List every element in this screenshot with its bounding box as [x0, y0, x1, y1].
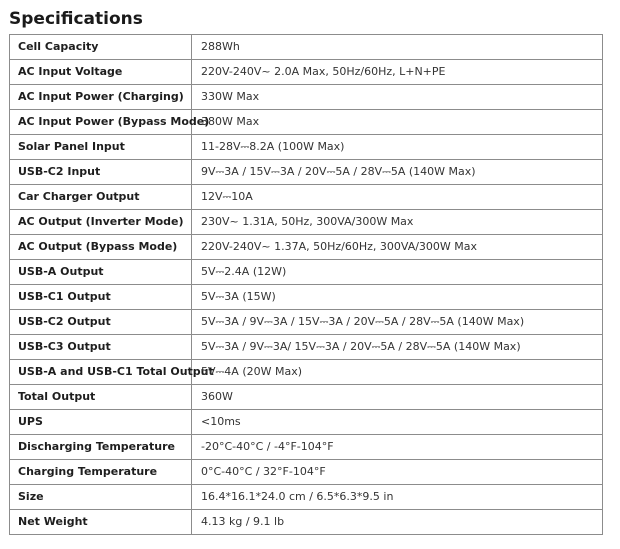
spec-label: USB-C2 Output — [10, 310, 192, 335]
table-row — [10, 285, 603, 310]
spec-value: 5V⎓3A / 9V⎓3A / 15V⎓3A / 20V⎓5A / 28V⎓5A (140W Max) — [192, 310, 603, 335]
table-row — [10, 460, 603, 485]
spec-label: AC Output (Bypass Mode) — [10, 235, 192, 260]
table-row — [10, 485, 603, 510]
spec-value: 5V⎓2.4A (12W) — [192, 260, 603, 285]
spec-label: Net Weight — [10, 510, 192, 535]
spec-label: UPS — [10, 410, 192, 435]
table-row — [10, 85, 603, 110]
spec-value: 288Wh — [192, 35, 603, 60]
spec-label: Solar Panel Input — [10, 135, 192, 160]
spec-label: Discharging Temperature — [10, 435, 192, 460]
spec-value: 230V~ 1.31A, 50Hz, 300VA/300W Max — [192, 210, 603, 235]
spec-value: 12V⎓10A — [192, 185, 603, 210]
table-row — [10, 235, 603, 260]
spec-value: 330W Max — [192, 85, 603, 110]
table-row — [10, 60, 603, 85]
spec-value: 0°C-40°C / 32°F-104°F — [192, 460, 603, 485]
table-row — [10, 35, 603, 60]
spec-label: Size — [10, 485, 192, 510]
spec-value: 11-28V⎓8.2A (100W Max) — [192, 135, 603, 160]
spec-label: Car Charger Output — [10, 185, 192, 210]
spec-value: 380W Max — [192, 110, 603, 135]
table-row — [10, 260, 603, 285]
spec-value: -20°C-40°C / -4°F-104°F — [192, 435, 603, 460]
spec-value: 4.13 kg / 9.1 lb — [192, 510, 603, 535]
table-row — [10, 160, 603, 185]
spec-value: 5V⎓3A / 9V⎓3A/ 15V⎓3A / 20V⎓5A / 28V⎓5A (140W Max) — [192, 335, 603, 360]
spec-value: 9V⎓3A / 15V⎓3A / 20V⎓5A / 28V⎓5A (140W Max) — [192, 160, 603, 185]
spec-label: AC Input Power (Charging) — [10, 85, 192, 110]
spec-value: 5V⎓3A (15W) — [192, 285, 603, 310]
spec-value: 220V-240V~ 2.0A Max, 50Hz/60Hz, L+N+PE — [192, 60, 603, 85]
table-row — [10, 135, 603, 160]
spec-label: AC Input Power (Bypass Mode) — [10, 110, 192, 135]
table-row — [10, 110, 603, 135]
spec-label: USB-A Output — [10, 260, 192, 285]
spec-label: USB-C1 Output — [10, 285, 192, 310]
spec-value: <10ms — [192, 410, 603, 435]
spec-label: AC Input Voltage — [10, 60, 192, 85]
table-row — [10, 310, 603, 335]
spec-value: 360W — [192, 385, 603, 410]
table-row — [10, 335, 603, 360]
spec-value: 5V⎓4A (20W Max) — [192, 360, 603, 385]
table-row — [10, 435, 603, 460]
table-row — [10, 410, 603, 435]
spec-value: 16.4*16.1*24.0 cm / 6.5*6.3*9.5 in — [192, 485, 603, 510]
spec-label: AC Output (Inverter Mode) — [10, 210, 192, 235]
table-row — [10, 360, 603, 385]
spec-label: Total Output — [10, 385, 192, 410]
specifications-table-body — [10, 35, 603, 535]
table-row — [10, 185, 603, 210]
spec-label: USB-A and USB-C1 Total Output — [10, 360, 192, 385]
spec-label: USB-C2 Input — [10, 160, 192, 185]
table-row — [10, 210, 603, 235]
spec-label: Charging Temperature — [10, 460, 192, 485]
table-row — [10, 510, 603, 535]
spec-label: Cell Capacity — [10, 35, 192, 60]
spec-value: 220V-240V~ 1.37A, 50Hz/60Hz, 300VA/300W Max — [192, 235, 603, 260]
spec-label: USB-C3 Output — [10, 335, 192, 360]
page-title: Specifications — [9, 9, 143, 29]
table-row — [10, 385, 603, 410]
specifications-table — [9, 34, 603, 535]
